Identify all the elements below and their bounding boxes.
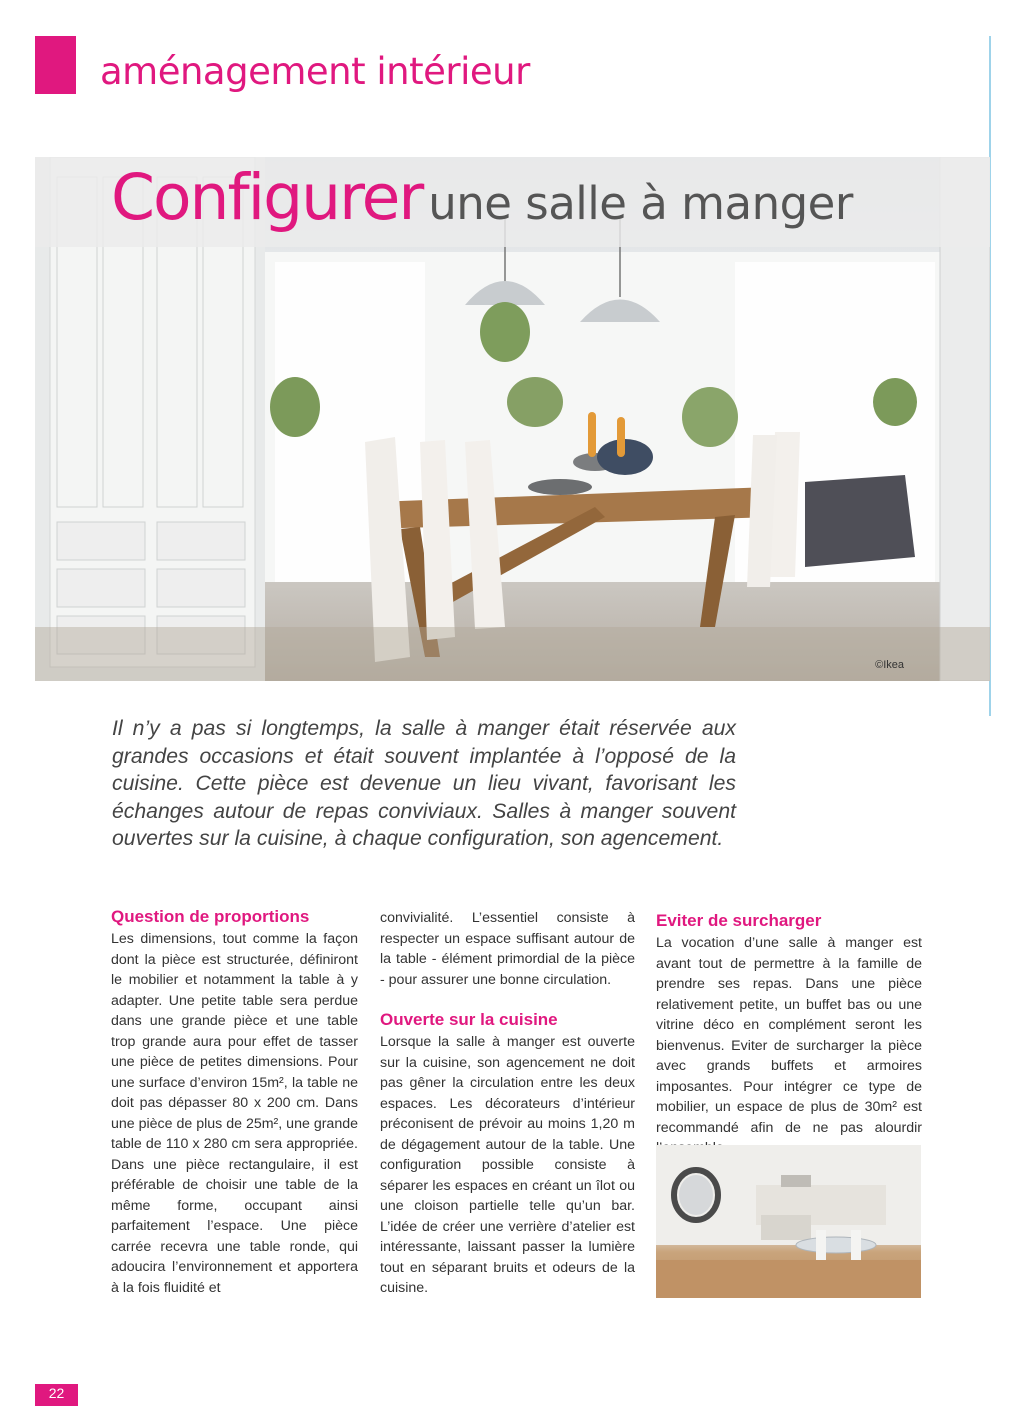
body-text-eviter-surcharger: La vocation d’une salle à manger est avant tout de permettre à la famille de prendre ses repas. Dans une pièce relativement petite, un buffet bas ou une vitrine déco en complément seront les bienvenus. Eviter de surcharger la pièce avec grands buffets et armoires imposantes. Pour intégrer ce type de mobilier, un espace de plus de 30m² est recommandé afin de ne pas alourdir — [656, 935, 922, 1136]
section-marker — [35, 36, 76, 94]
title-highlight: Configurer — [111, 161, 423, 234]
body-text-ouverte-cuisine: Lorsque la salle à manger est ouverte sur la cuisine, son agencement ne doit pas gêner la circulation entre les deux espaces. Les décorateurs d’intérieur préconisent de prévoir au moins 1,20 m de dégagement autour de la table. Une configuration possible consiste à séparer les espaces en créant un îlot ou une cloison partielle telle qu’un bar. L’idée de créer une verrière d’atelier est intéressante, laissant passer la lumière tout en séparant bruits et odeurs de la cuisine. — [380, 1034, 635, 1296]
kitchen-illustration — [656, 1145, 921, 1298]
section-title: aménagement intérieur — [100, 50, 530, 93]
body-text-proportions: Les dimensions, tout comme la façon dont la pièce est structurée, définiront le mobilier et notamment la table à y adapter. Une petite table sera perdue dans une grande pièce et une table trop grande aura pour effet de tasser une pièce de petites dimensions. Pour une surface d’environ 15m², la table ne doit pas dépasser 80 x 200 cm. Dans une pièce de plus de 25m², une grande table de 110 x 280 cm sera appropriée. Dans une pièce rectangulaire, il est préférable de choisir une table de la même forme, occupant ainsi parfaitement l’espace. Une pièce carrée recevra une table ronde, qui adoucira l’environnement et apportera à la fois fluidité et — [111, 931, 358, 1296]
title-rest: une salle à manger — [428, 177, 853, 230]
column-2 — [380, 908, 635, 1299]
lead-paragraph: Il n’y a pas si longtemps, la salle à manger était réservée aux grandes occasions et était souvent implantée à l’opposé de la cuisine. Cette pièce est devenue un lieu vivant, favorisant les échanges autour de repas conviviaux. Salles à manger souvent ouvertes sur la cuisine, à chaque configuration, son agencement. — [112, 717, 736, 850]
page-title — [111, 161, 853, 234]
hero-photo — [35, 157, 990, 681]
page-number: 22 — [48, 1385, 65, 1401]
body-text-continued: convivialité. L’essentiel consiste à respecter un espace suffisant autour de la table - élément primordial de la pièce - pour assurer une bonne circulation. — [380, 910, 635, 988]
heading-proportions: Question de proportions — [111, 907, 310, 926]
photo-credit: ©Ikea — [875, 659, 904, 671]
heading-eviter-surcharger: Eviter de surcharger — [656, 911, 822, 930]
column-3 — [656, 910, 922, 1159]
kitchen-photo — [656, 1145, 921, 1298]
heading-ouverte-cuisine: Ouverte sur la cuisine — [380, 1010, 558, 1029]
column-1 — [111, 906, 358, 1298]
